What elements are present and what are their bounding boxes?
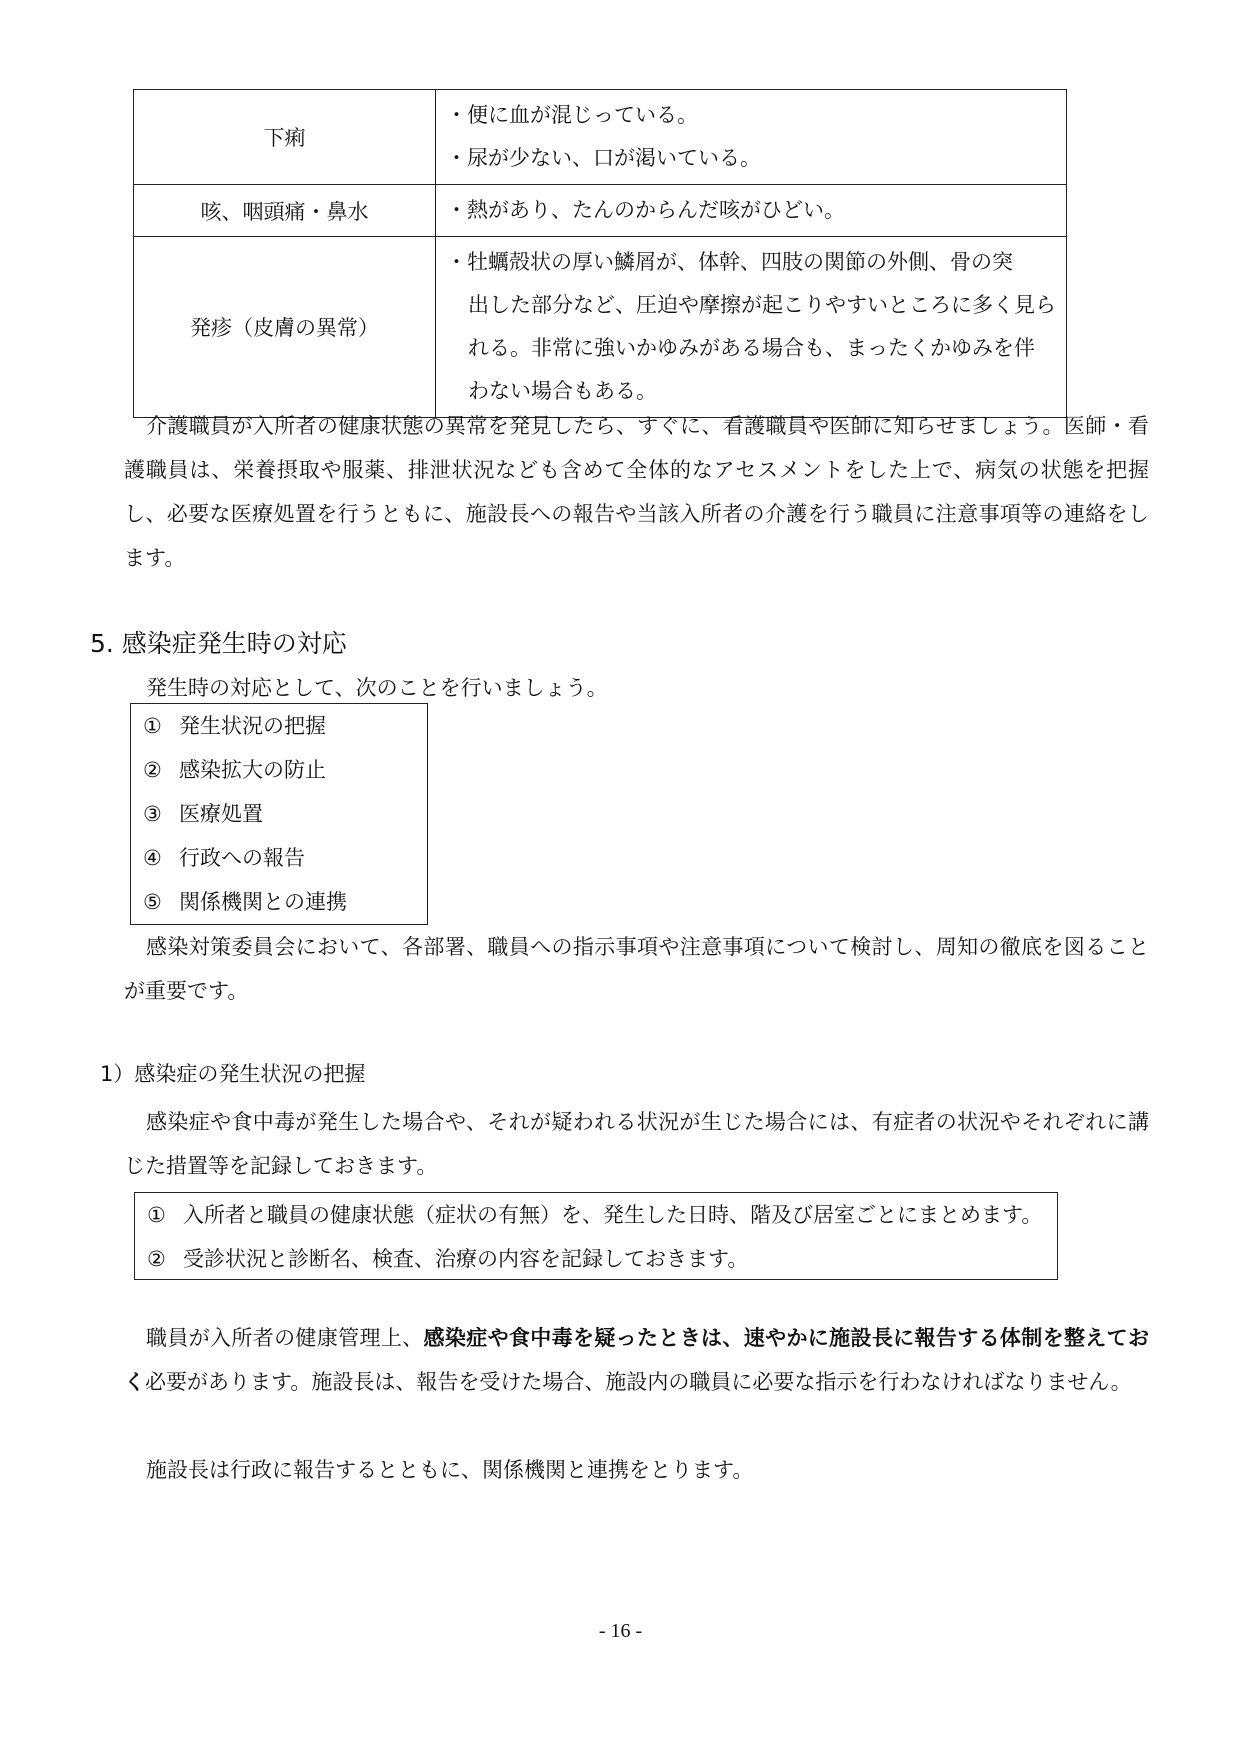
detail-line: ・尿が少ない、口が渇いている。: [446, 146, 761, 170]
list-item: ⑤ 関係機関との連携: [143, 890, 347, 914]
symptom-table: [133, 89, 1067, 418]
detail-line: れる。非常に強いかゆみがある場合も、まったくかゆみを伴: [468, 336, 1035, 360]
detail-cell: [436, 237, 1067, 418]
detail-line: ・便に血が混じっている。: [446, 103, 698, 127]
table-row: [134, 237, 1067, 418]
symptom-cell: 下痢: [134, 90, 436, 185]
detail-line: わない場合もある。: [468, 379, 657, 403]
detail-line: ・牡蠣殻状の厚い鱗屑が、体幹、四肢の関節の外側、骨の突: [446, 250, 1013, 274]
section-intro: 発生時の対応として、次のことを行いましょう。: [146, 676, 608, 700]
list-item: ① 発生状況の把握: [143, 714, 326, 738]
detail-cell: [436, 185, 1067, 237]
paragraph-staff: 職員が入所者の健康管理上、感染症や食中毒を疑ったときは、速やかに施設長に報告する体制を整えておく必要があります。施設長は、報告を受けた場合、施設内の職員に必要な指示を行わなければなりません。: [124, 1326, 1150, 1394]
record-list-box: [134, 1192, 1058, 1280]
emphasis-text: 感染症や食中毒を疑ったときは、速やかに施設長に報告する体制を整えておく: [124, 1326, 1150, 1394]
detail-cell: [436, 90, 1067, 185]
paragraph-committee: 感染対策委員会において、各部署、職員への指示事項や注意事項について検討し、周知の徹底を図ることが重要です。: [124, 935, 1149, 1003]
table-row: [134, 90, 1067, 185]
list-item: ③ 医療処置: [143, 802, 263, 826]
subsection-heading: 1）感染症の発生状況の把握: [100, 1062, 366, 1086]
list-item: ② 受診状況と診断名、検査、治療の内容を記録しておきます。: [147, 1247, 749, 1271]
list-item: ① 入所者と職員の健康状態（症状の有無）を、発生した日時、階及び居室ごとにまとめます。: [147, 1203, 1043, 1227]
paragraph-director: 施設長は行政に報告するとともに、関係機関と連携をとります。: [146, 1458, 754, 1482]
detail-line: ・熱があり、たんのからんだ咳がひどい。: [446, 198, 845, 222]
symptom-cell: 発疹（皮膚の異常）: [134, 237, 436, 418]
symptom-cell: 咳、咽頭痛・鼻水: [134, 185, 436, 237]
list-item: ② 感染拡大の防止: [143, 758, 326, 782]
list-item: ④ 行政への報告: [143, 846, 305, 870]
page-number: - 16 -: [598, 1620, 643, 1642]
paragraph-record: 感染症や食中毒が発生した場合や、それが疑われる状況が生じた場合には、有症者の状況やそれぞれに講じた措置等を記録しておきます。: [124, 1110, 1149, 1178]
section-heading: 5. 感染症発生時の対応: [90, 629, 347, 658]
detail-line: 出した部分など、圧迫や摩擦が起こりやすいところに多く見ら: [468, 293, 1056, 317]
table-row: [134, 185, 1067, 237]
paragraph-report: 介護職員が入所者の健康状態の異常を発見したら、すぐに、看護職員や医師に知らせましょう。医師・看護職員は、栄養摂取や服薬、排泄状況なども含めて全体的なアセスメントをした上で、病気の状態を把握し、必要な医療処置を行うともに、施設長への報告や当該入所者の介護を行う職員に注意事項等の連絡をします。: [124, 414, 1149, 570]
response-list-box: [130, 703, 428, 925]
